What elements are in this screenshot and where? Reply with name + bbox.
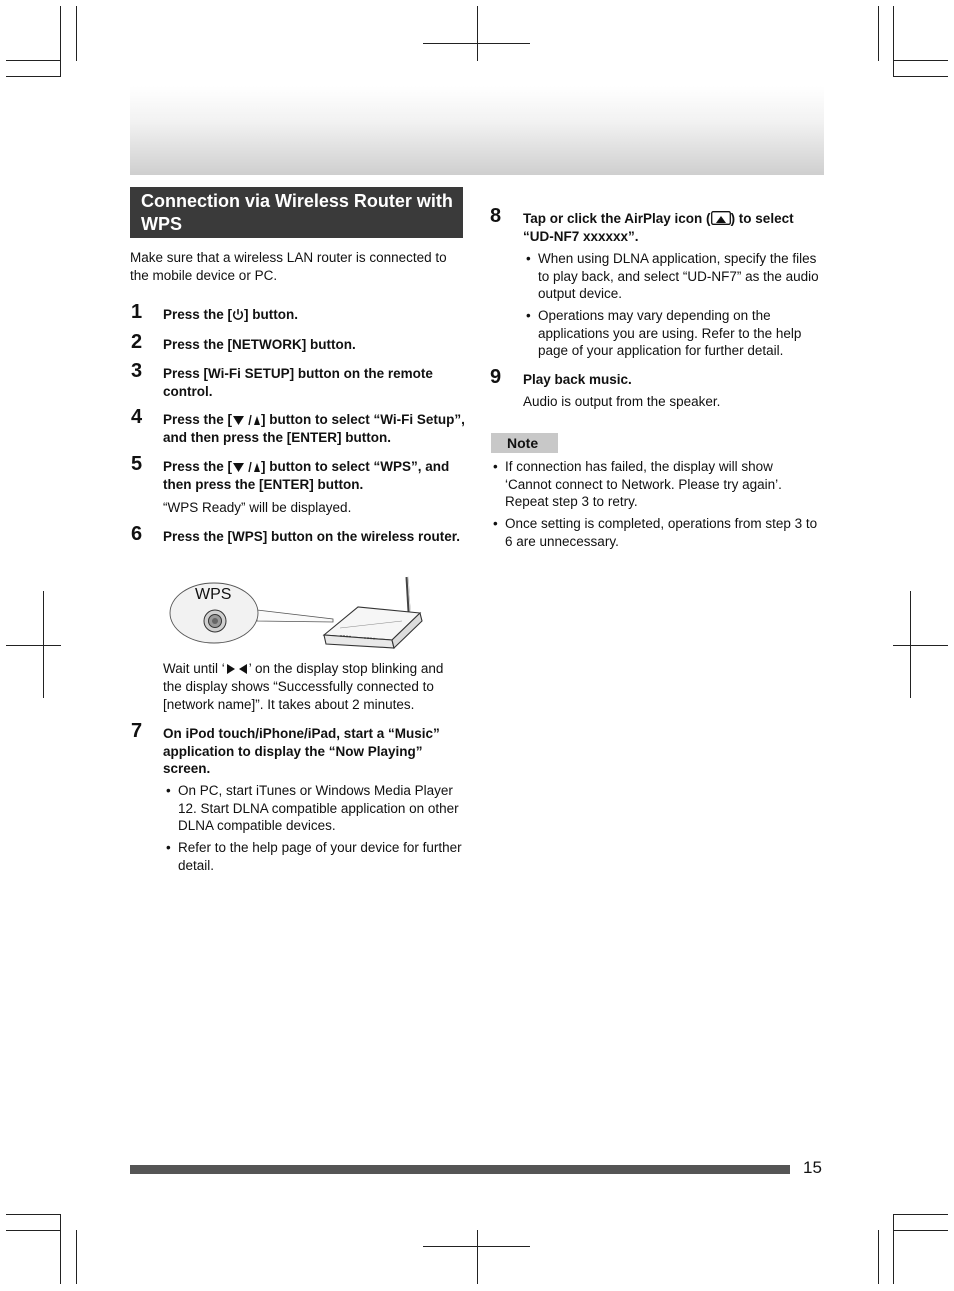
step-instruction: On iPod touch/iPhone/iPad, start a “Music” application to display the “Now Playing” screen. xyxy=(163,726,440,776)
intro-text: Make sure that a wireless LAN router is connected to the mobile device or PC. xyxy=(130,250,447,283)
step-number: 4 xyxy=(131,406,143,428)
list-item: • On PC, start iTunes or Windows Media Player 12. Start DLNA compatible application on other DLNA compatible devices. xyxy=(166,783,459,833)
step-instruction: Press the [ ] button to select “Wi-Fi Setup”, and then press the [ENTER] button. xyxy=(163,412,465,445)
step-number: 5 xyxy=(131,453,143,475)
crop-mark xyxy=(423,43,530,44)
step-instruction: Press the [ ] button to select “WPS”, and then press the [ENTER] button. xyxy=(163,459,450,492)
step-number: 8 xyxy=(490,205,502,227)
step-result: “WPS Ready” will be displayed. xyxy=(163,500,352,515)
note-label: Note xyxy=(491,433,558,453)
crop-mark xyxy=(60,6,61,76)
footer-bar xyxy=(130,1165,790,1174)
step-instruction: Press the [WPS] button on the wireless router. xyxy=(163,529,461,544)
list-item: • Operations may vary depending on the applications you are using. Refer to the help page of your application for further detail. xyxy=(526,308,802,358)
crop-mark xyxy=(60,1214,61,1284)
crop-mark xyxy=(893,645,948,646)
step-number: 3 xyxy=(131,360,143,382)
down-up-arrows-icon xyxy=(232,461,261,473)
section-title: Connection via Wireless Router with WPS xyxy=(130,187,463,238)
crop-mark xyxy=(423,1246,530,1247)
step-number: 9 xyxy=(490,366,502,388)
crop-mark xyxy=(878,1230,879,1284)
list-item: • When using DLNA application, specify the files to play back, and select “UD-NF7” as the audio output device. xyxy=(526,251,819,301)
step-instruction: Press [Wi-Fi SETUP] button on the remote control. xyxy=(163,366,433,399)
crop-mark xyxy=(6,645,61,646)
crop-mark xyxy=(6,60,61,61)
step-number: 7 xyxy=(131,720,143,742)
step-result: Audio is output from the speaker. xyxy=(523,394,721,409)
step-number: 6 xyxy=(131,523,143,545)
crop-mark xyxy=(6,76,61,77)
step-instruction: Play back music. xyxy=(523,372,632,387)
crop-mark xyxy=(477,1230,478,1284)
crop-mark xyxy=(477,6,478,61)
list-item: • Refer to the help page of your device for further detail. xyxy=(166,840,462,873)
note-item: • If connection has failed, the display will show ‘Cannot connect to Network. Please try again’. Repeat step 3 to retry. xyxy=(493,459,782,509)
crop-mark xyxy=(76,1230,77,1284)
crop-mark xyxy=(6,1230,61,1231)
header-band xyxy=(130,86,824,175)
crop-mark xyxy=(6,1214,61,1215)
crop-mark xyxy=(893,60,948,61)
power-icon xyxy=(232,308,244,321)
step-number: 2 xyxy=(131,331,143,353)
wps-router-illustration xyxy=(168,573,430,653)
step-number: 1 xyxy=(131,301,143,323)
play-back-arrows-icon xyxy=(225,663,249,675)
note-item: • Once setting is completed, operations from step 3 to 6 are unnecessary. xyxy=(493,516,818,549)
step-instruction: Press the [NETWORK] button. xyxy=(163,337,356,352)
step-result: Wait until ‘ ’ on the display stop blinking and the display shows “Successfully connected to [network name]”. It takes about 2 minutes. xyxy=(163,661,444,712)
crop-mark xyxy=(893,6,894,76)
crop-mark xyxy=(893,1214,894,1284)
crop-mark xyxy=(893,1214,948,1215)
router-drawing xyxy=(168,573,430,653)
wps-label: WPS xyxy=(195,586,232,603)
airplay-icon xyxy=(711,211,731,225)
crop-mark xyxy=(893,1230,948,1231)
step-instruction: Tap or click the AirPlay icon ( ) to select “UD-NF7 xxxxxx”. xyxy=(523,211,794,244)
step-instruction: Press the [ ] button. xyxy=(163,307,299,322)
crop-mark xyxy=(878,6,879,61)
page-number: 15 xyxy=(803,1158,822,1177)
crop-mark xyxy=(76,6,77,61)
crop-mark xyxy=(893,76,948,77)
down-up-arrows-icon xyxy=(232,414,261,426)
